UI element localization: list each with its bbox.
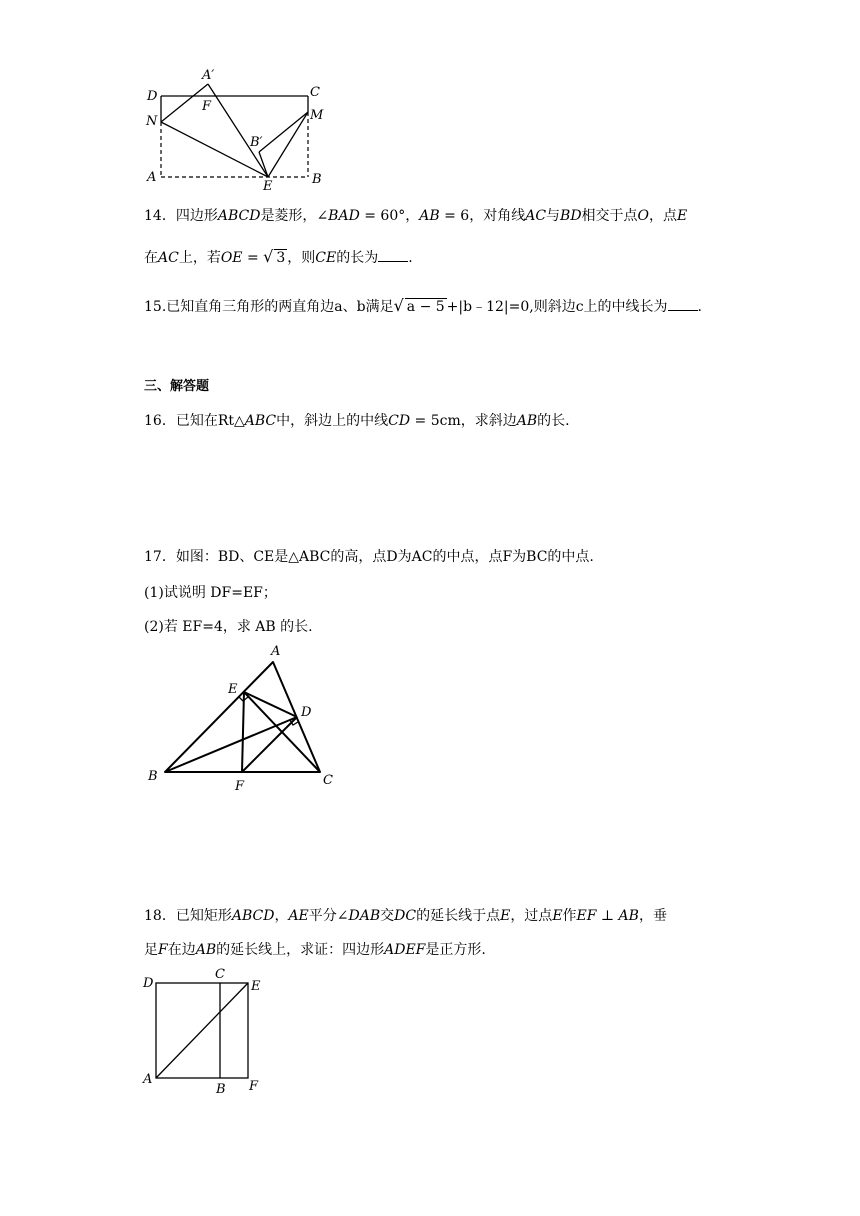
sqrt-a-minus-5: a − 5: [406, 299, 445, 315]
question-18-line-1: 18．已知矩形ABCD，AE平分∠DAB交DC的延长线于点E，过点E作EF ⊥ AB，垂: [144, 908, 667, 924]
label-a: A: [143, 1072, 153, 1087]
figure-13-folded-rectangle: [140, 64, 340, 194]
label-c: C: [323, 773, 333, 788]
label-e: E: [251, 979, 261, 994]
question-16: 16．已知在Rt△ABC中，斜边上的中线CD = 5cm，求斜边AB的长.: [144, 413, 570, 429]
label-e: E: [263, 179, 273, 194]
question-17-line-3: (2)若 EF=4，求 AB 的长.: [144, 619, 313, 635]
label-e: E: [228, 682, 238, 697]
question-17-line-1: 17．如图：BD、CE是△ABC的高，点D为AC的中点，点F为BC的中点.: [144, 549, 594, 565]
label-d: D: [147, 89, 158, 104]
answer-blank-14: [378, 247, 408, 262]
label-b: B: [148, 769, 158, 784]
label-d: D: [143, 976, 154, 991]
label-a-prime: A′: [202, 68, 215, 83]
label-a: A: [147, 170, 157, 185]
label-b: B: [312, 172, 322, 187]
question-18-line-2: 足F在边AB的延长线上，求证：四边形ADEF是正方形.: [144, 942, 486, 958]
figure-17-triangle: [140, 640, 350, 795]
figure-18-square: [140, 966, 270, 1098]
label-c: C: [215, 967, 225, 982]
label-f: F: [202, 99, 212, 114]
answer-blank-15: [668, 296, 698, 311]
sqrt-3: 3: [276, 250, 286, 266]
label-d: D: [301, 705, 312, 720]
label-n: N: [146, 114, 158, 129]
label-c: C: [310, 85, 320, 100]
label-m: M: [310, 108, 324, 123]
label-f: F: [235, 779, 245, 794]
label-f: F: [249, 1079, 259, 1094]
question-14-line-2: 在AC上，若OE = √ 3 ，则CE的长为 .: [144, 247, 413, 266]
question-14-line-1: 14．四边形ABCD是菱形，∠BAD = 60°，AB = 6，对角线AC与BD相交于点O，点E: [144, 208, 688, 224]
question-15: 15.已知直角三角形的两直角边a、b满足√ a − 5 +|b﹣12|=0,则斜边c上的中线长为 .: [144, 296, 702, 315]
section-heading-answers: 三、解答题: [144, 379, 210, 394]
label-b-prime: B′: [250, 135, 263, 150]
label-b: B: [216, 1082, 226, 1097]
label-a: A: [271, 644, 281, 659]
question-17-line-2: (1)试说明 DF=EF；: [144, 585, 277, 601]
